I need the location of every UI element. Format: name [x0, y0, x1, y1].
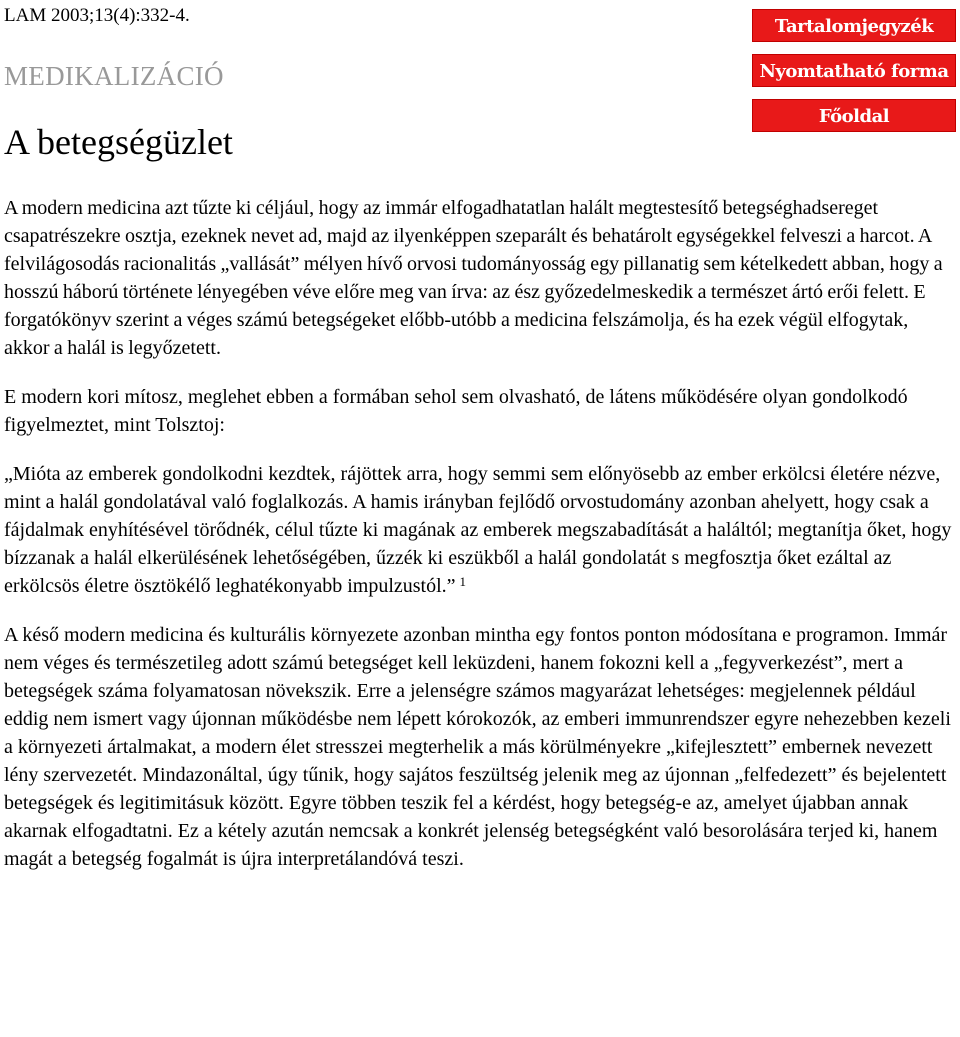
paragraph-2: E modern kori mítosz, meglehet ebben a formában sehol sem olvasható, de látens működésére olyan gondolkodó figyelmeztet, mint Tolsztoj: — [4, 386, 908, 436]
quote-text: „Mióta az emberek gondolkodni kezdtek, rájöttek arra, hogy semmi sem előnyösebb az ember erkölcsi életére nézve, mint a halál gondolatával való foglalkozás. A hamis irányban fejlődő orvostudomány azonban ahelyett, hogy csak a fájdalmak enyhítésével törődnék, célul tűzte ki magának az emberek megszabadítását a haláltól; megtanítja őket, hogy bízzanak a halál elkerülésének lehetőségében, űzzék ki eszükből a halál gondolatát s megfosztja őket ezáltal az erkölcsös életre ösztökélő leghatékonyabb impulzustól.” — [4, 463, 952, 597]
quote-paragraph — [4, 460, 958, 600]
home-button[interactable]: Főoldal — [752, 99, 956, 132]
article-body — [4, 194, 958, 894]
footnote-ref[interactable]: 1 — [459, 574, 467, 589]
table-of-contents-button[interactable]: Tartalomjegyzék — [752, 9, 956, 42]
paragraph-4: A késő modern medicina és kulturális környezete azonban mintha egy fontos ponton módosítana e programon. Immár nem véges és természetileg adott számú betegséget kell leküzdeni, hanem fokozni kell a „fegyverkezést”, mert a betegségek száma folyamatosan növekszik. Erre a jelenségre számos magyarázat lehetséges: megjelennek például eddig nem ismert vagy újonnan működésbe nem lépett kórokozók, az emberi immunrendszer egyre nehezebben kezeli a környezeti ártalmakat, a modern élet stresszei megterhelik a más körülményekre „kifejlesztett” embernek nevezett lény szervezetét. Mindazonáltal, úgy tűnik, hogy sajátos feszültség jelenik meg az újonnan „felfedezett” és bejelentett betegségek és legitimitásuk között. Egyre többen teszik fel a kérdést, hogy betegség-e az, amelyet újabban annak akarnak elfogadtatni. Ez a kétely azután nemcsak a konkrét jelenség betegségként való besorolására terjed ki, hanem magát a betegség fogalmát is újra interpretálandóvá teszi. — [4, 624, 951, 870]
section-label: MEDIKALIZÁCIÓ — [4, 61, 224, 91]
nav-buttons — [752, 9, 956, 144]
citation: LAM 2003;13(4):332-4. — [4, 5, 190, 26]
printable-version-button[interactable]: Nyomtatható forma — [752, 54, 956, 87]
page-title: A betegségüzlet — [4, 122, 233, 162]
paragraph-1: A modern medicina azt tűzte ki céljául, hogy az immár elfogadhatatlan halált megtestesítő betegséghadsereget csapatrészekre osztja, ezeknek nevet ad, majd az ilyenképpen szeparált és behatárolt egységekkel felveszi a harcot. A felvilágosodás racionalitás „vallását” mélyen hívő orvosi tudományosság egy pillanatig sem kételkedett abban, hogy a hosszú háború története lényegében véve előre meg van írva: az ész győzedelmeskedik a természet ártó erői felett. E forgatókönyv szerint a véges számú betegségeket előbb-utóbb a medicina felszámolja, és ha ezek végül elfogytak, akkor a halál is legyőzetett. — [4, 197, 943, 359]
